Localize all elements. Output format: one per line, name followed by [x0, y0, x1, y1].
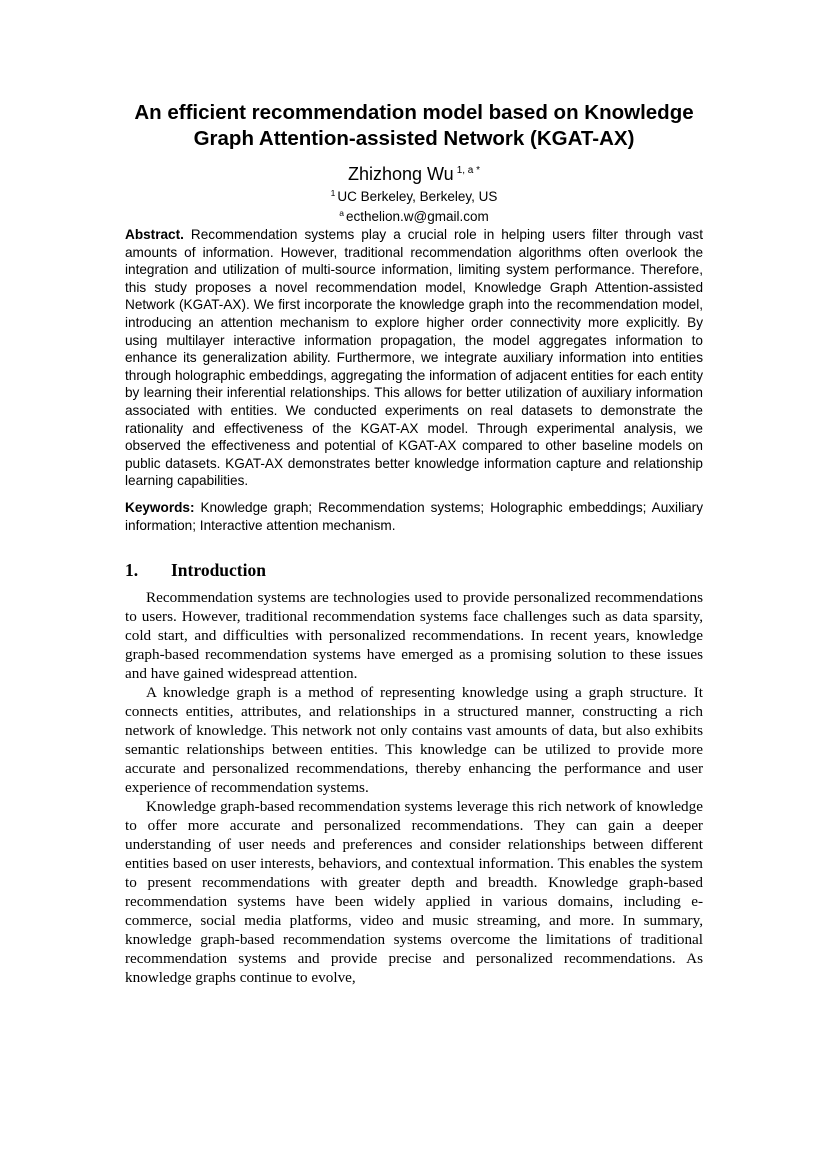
abstract-label: Abstract.	[125, 227, 184, 242]
section-number: 1.	[125, 560, 139, 581]
affiliation-text: UC Berkeley, Berkeley, US	[337, 189, 498, 204]
keywords-text: Knowledge graph; Recommendation systems; Holographic embeddings; Auxiliary information; Interactive attention mechanism.	[125, 499, 703, 533]
affiliation-mark: 1	[330, 188, 336, 198]
section-heading	[125, 559, 703, 581]
paper-title: An efficient recommendation model based on Knowledge Graph Attention-assisted Network (KGAT-AX)	[134, 101, 694, 150]
email-text: ecthelion.w@gmail.com	[345, 209, 489, 224]
intro-paragraph-3: Knowledge graph-based recommendation systems leverage this rich network of knowledge to offer more accurate and personalized recommendations. They can gain a deeper understanding of user needs and preferences and consider relationships between different entities based on user interests, behaviors, and contextual information. This enables the system to present recommendations with greater depth and breadth. Knowledge graph-based recommendation systems have been widely applied in various domains, including e-commerce, social media platforms, video and music streaming, and more. In summary, knowledge graph-based recommendation systems overcome the limitations of traditional recommendation systems and provide precise and personalized recommendations. As knowledge graphs continue to evolve,	[125, 798, 703, 987]
email-mark: a	[339, 208, 344, 218]
abstract	[125, 226, 703, 490]
keywords	[125, 499, 703, 534]
paper-page	[125, 100, 703, 987]
author-marks: 1, a *	[456, 165, 481, 176]
author-name: Zhizhong Wu	[347, 164, 454, 184]
keywords-label: Keywords:	[125, 499, 195, 515]
section-title: Introduction	[171, 560, 266, 581]
intro-paragraph-1: Recommendation systems are technologies used to provide personalized recommendations to users. However, traditional recommendation systems face challenges such as data sparsity, cold start, and difficulties with personalized recommendations. In recent years, knowledge graph-based recommendation systems have emerged as a promising solution to these issues and have gained widespread attention.	[125, 589, 703, 683]
abstract-text: Recommendation systems play a crucial role in helping users filter through vast amounts of information. However, traditional recommendation algorithms often overlook the integration and utilization of multi-source information, limiting system performance. Therefore, this study proposes a novel recommendation model, Knowledge Graph Attention-assisted Network (KGAT-AX). We first incorporate the knowledge graph into the recommendation model, introducing an attention mechanism to explore higher order connectivity more explicitly. By using multilayer interactive information propagation, the model aggregates information to enhance its generalization ability. Furthermore, we integrate auxiliary information into entities through holographic embeddings, aggregating the information of adjacent entities for each entity by learning their inferential relationships. This allows for better utilization of auxiliary information associated with entities. We conducted experiments on real datasets to demonstrate the rationality and effectiveness of the KGAT-AX model. Through experimental analysis, we observed the effectiveness and potential of KGAT-AX compared to other baseline models on public datasets. KGAT-AX demonstrates better knowledge information capture and relationship learning capabilities.	[125, 227, 703, 489]
intro-paragraph-2: A knowledge graph is a method of representing knowledge using a graph structure. It connects entities, attributes, and relationships in a structured manner, constructing a rich network of knowledge. This network not only contains vast amounts of data, but also exhibits semantic relationships between entities. This knowledge can be utilized to provide more accurate and personalized recommendations, thereby enhancing the performance and user experience of recommendation systems.	[125, 684, 703, 797]
author-line	[125, 160, 703, 185]
email-line	[125, 205, 703, 225]
affiliation-line	[125, 185, 703, 205]
